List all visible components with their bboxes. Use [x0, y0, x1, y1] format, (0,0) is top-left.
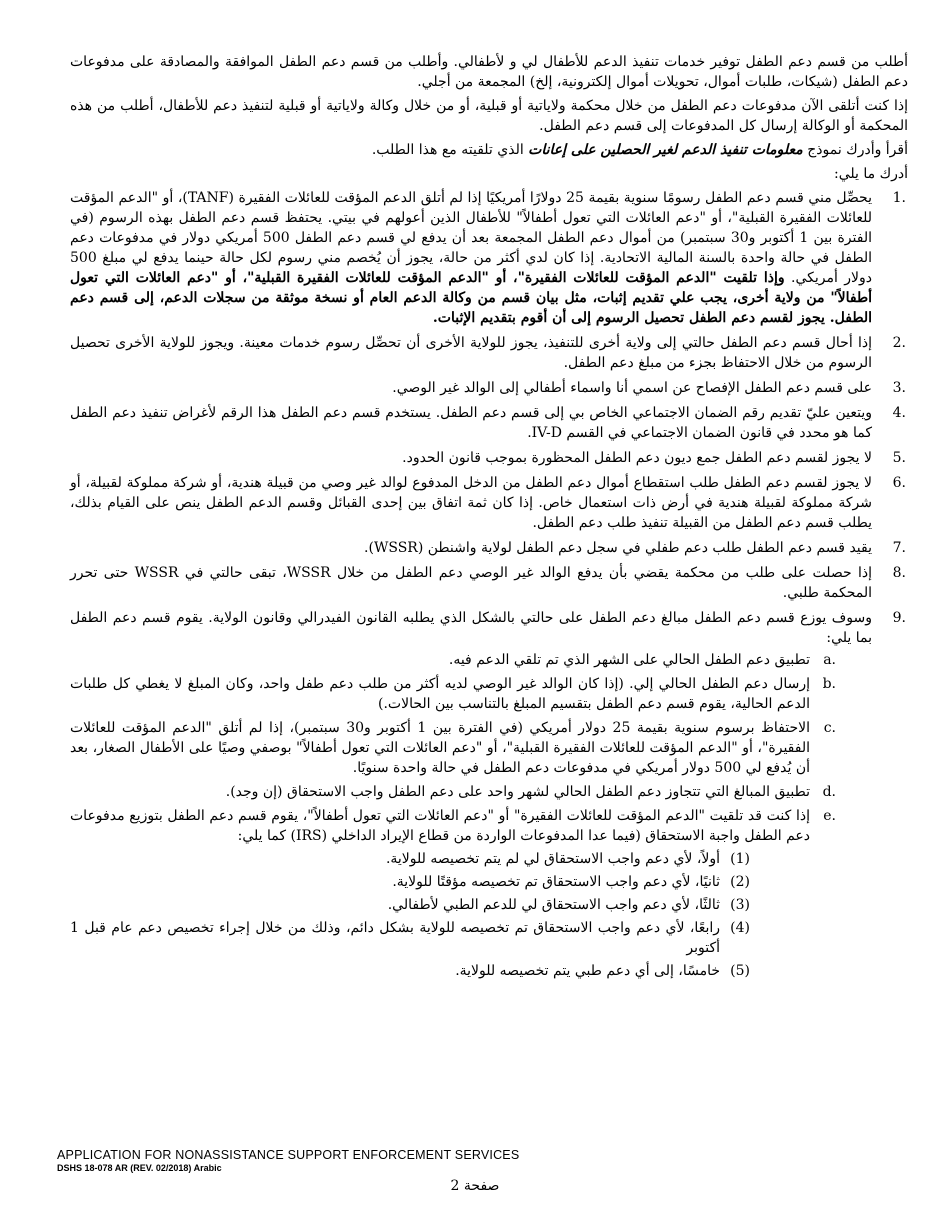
- sublist-letter: b.: [822, 676, 836, 692]
- list-item-bold-text: وإذا تلقيت "الدعم المؤقت للعائلات الفقيرة"، أو "الدعم المؤقت للعائلات الفقيرة القبلية"، أو "دعم العائلات التي تعول أطفالاً" من ولاية أخرى، يجب علي تقديم إثبات، مثل بيان قسم من وكالة الدعم العام أو نسخة موثقة من سجلات الدعم، إلى قسم دعم الطفل. يجوز لقسم دعم الطفل تحصيل الرسوم إلى أن أقوم بتقديم الإثبات.: [70, 270, 872, 326]
- sublist-item-c: [70, 718, 872, 778]
- form-title-emphasis: معلومات تنفيذ الدعم لغير الحصلين على إعانات: [528, 142, 803, 158]
- order-item-text: ثالثًا، لأي دعم واجب الاستحقاق لي للدعم الطبي لأطفالي.: [387, 897, 720, 913]
- list-item-7: [70, 538, 908, 558]
- list-item-text: إذا أحال قسم دعم الطفل حالتي إلى ولاية أخرى للتنفيذ، يجوز للولاية الأخرى أن تحصِّل رسوم خدمات معينة. ويجوز للولاية الأخرى تحصيل الرسوم من خلال الاحتفاظ بجزء من مبلغ دعم الطفل.: [70, 335, 872, 371]
- order-item-4: [70, 918, 810, 958]
- sublist-letter: e.: [823, 808, 836, 824]
- sublist-letter: d.: [822, 784, 836, 800]
- sublist-item-d: [70, 782, 872, 802]
- sublist-item-text: تطبيق المبالغ التي تتجاوز دعم الطفل الحالي لشهر واحد على دعم الطفل واجب الاستحقاق (إن وجد).: [225, 784, 810, 800]
- page-number: صفحة 2: [450, 1178, 500, 1194]
- list-item-text: لا يجوز لقسم دعم الطفل جمع ديون دعم الطفل المحظورة بموجب قانون الحدود.: [402, 450, 872, 466]
- list-item-4: [70, 403, 908, 443]
- list-item-text: على قسم دعم الطفل الإفصاح عن اسمي أنا واسماء أطفالي إلى الوالد غير الوصي.: [392, 380, 872, 396]
- list-number: 8.: [892, 565, 906, 581]
- list-item-text: إذا حصلت على طلب من محكمة يقضي بأن يدفع الوالد غير الوصي دعم الطفل من خلال WSSR، تبقى حالتي في WSSR حتى تحرر المحكمة طلبي.: [70, 565, 872, 601]
- list-item-text: ويتعين عليّ تقديم رقم الضمان الاجتماعي الخاص بي إلى قسم دعم الطفل. يستخدم قسم دعم الطفل هذا الرقم لأغراض تنفيذ دعم الطفل كما هو محدد في قانون الضمان الاجتماعي في القسم IV-D.: [70, 405, 873, 441]
- intro-paragraph-1: أطلب من قسم دعم الطفل توفير خدمات تنفيذ الدعم للأطفال لي و لأطفالي. وأطلب من قسم دعم الطفل الموافقة والمصادقة على مدفوعات دعم الطفل (شيكات، طلبات أموال، تحويلات أموال إلكترونية، إلخ) المجمعة من أجلي.: [70, 54, 908, 90]
- intro-p3-after: الذي تلقيته مع هذا الطلب.: [371, 142, 529, 158]
- list-number: 4.: [892, 405, 906, 421]
- form-title: APPLICATION FOR NONASSISTANCE SUPPORT ENFORCEMENT SERVICES: [57, 1148, 520, 1162]
- list-item-6: [70, 473, 908, 533]
- order-item-text: ثانيًا، لأي دعم واجب الاستحقاق تم تخصيصه مؤقتًا للولاية.: [392, 874, 720, 890]
- order-number: (3): [730, 897, 750, 913]
- list-item-1: [70, 188, 908, 328]
- order-item-3: [70, 895, 810, 915]
- list-item-text: يقيد قسم دعم الطفل طلب دعم طفلي في سجل دعم الطفل لولاية واشنطن (WSSR).: [364, 540, 872, 556]
- order-number: (4): [730, 920, 750, 936]
- list-number: 7.: [892, 540, 906, 556]
- sublist-letter: c.: [823, 720, 836, 736]
- list-number: 9.: [892, 610, 906, 626]
- arrears-order-list: [70, 849, 810, 981]
- list-number: 5.: [892, 450, 906, 466]
- list-item-3: [70, 378, 908, 398]
- intro-paragraph-2: إذا كنت أتلقى الآن مدفوعات دعم الطفل من خلال محكمة ولاياتية أو قبلية، أو من خلال وكالة ولاياتية أو قبلية لتنفيذ دعم للأطفال، أطلب من هذه المحكمة أو الوكالة إرسال كل المدفوعات إلى قسم دعم الطفل.: [70, 98, 908, 134]
- list-number: 2.: [892, 335, 906, 351]
- sublist-item-a: [70, 650, 872, 670]
- sublist-item-b: [70, 674, 872, 714]
- sublist-item-text: إذا كنت قد تلقيت "الدعم المؤقت للعائلات الفقيرة" أو "دعم العائلات التي تعول أطفالاً"، يقوم قسم دعم الطفل بتوزيع مدفوعات دعم الطفل واجبة الاستحقاق (فيما عدا المدفوعات الواردة من قطاع الإيراد الداخلي (IRS) كما يلي:: [70, 808, 810, 844]
- order-item-5: [70, 961, 810, 981]
- list-item-5: [70, 448, 908, 468]
- sublist-item-text: الاحتفاظ برسوم سنوية بقيمة 25 دولار أمريكي (في الفترة بين 1 أكتوبر و30 سبتمبر)، إذا لم أتلق "الدعم المؤقت للعائلات الفقيرة"، أو "الدعم المؤقت للعائلات الفقيرة القبلية"، أو "دعم العائلات التي تعول أطفالاً" بوصفي وصيًا على الأطفال الصغار، بعد أن يُدفع لي 500 دولار أمريكي في مدفوعات دعم الطفل في حالة واحدة سنويًا.: [70, 720, 811, 776]
- form-code: DSHS 18-078 AR (REV. 02/2018) Arabic: [57, 1163, 222, 1173]
- intro-paragraph-4: أدرك ما يلي:: [833, 166, 908, 182]
- order-number: (2): [730, 874, 750, 890]
- list-number: 1.: [892, 190, 906, 206]
- intro-p3-before: أقرأ وأدرك نموذج: [802, 142, 908, 158]
- list-item-9: [70, 608, 908, 981]
- list-item-text: لا يجوز لقسم دعم الطفل طلب استقطاع أموال دعم الطفل من الدخل المدفوع لوالد غير وصي من قبيلة هندية، أو شركة مملوكة لقبيلة، أو شركة مملوكة لقبيلة هندية في أرض ذات استعمال خاص. إذا كان ثمة اتفاق بين إحدى القبائل وقسم الدعم الطفل ينص على القيام بذلك، يطلب قسم دعم الطفل من القبيلة تنفيذ طلب دعم الطفل.: [70, 475, 873, 531]
- intro-paragraph-3: [70, 140, 908, 160]
- distribution-sublist: [70, 650, 872, 981]
- acknowledgement-list: [70, 188, 908, 981]
- list-item-8: [70, 563, 908, 603]
- order-item-2: [70, 872, 810, 892]
- sublist-item-e: [70, 806, 872, 981]
- order-item-1: [70, 849, 810, 869]
- order-number: (5): [730, 963, 750, 979]
- list-number: 3.: [892, 380, 906, 396]
- order-item-text: خامسًا، إلى أي دعم طبي يتم تخصيصه للولاية.: [455, 963, 720, 979]
- order-number: (1): [730, 851, 750, 867]
- form-footer: [57, 1148, 657, 1173]
- list-item-2: [70, 333, 908, 373]
- list-item-text: وسوف يوزع قسم دعم الطفل مبالغ دعم الطفل على حالتي بالشكل الذي يطلبه القانون الفيدرالي وقانون الولاية. يقوم قسم دعم الطفل بما يلي:: [70, 610, 872, 646]
- sublist-item-text: تطبيق دعم الطفل الحالي على الشهر الذي تم تلقي الدعم فيه.: [448, 652, 810, 668]
- sublist-letter: a.: [823, 652, 836, 668]
- list-number: 6.: [892, 475, 906, 491]
- order-item-text: أولاً، لأي دعم واجب الاستحقاق لي لم يتم تخصيصه للولاية.: [385, 851, 720, 867]
- document-body: [70, 52, 908, 986]
- sublist-item-text: إرسال دعم الطفل الحالي إلي. (إذا كان الوالد غير الوصي لديه أكثر من طلب دعم طفل واحد، وكان المبلغ لا يغطي كل طلبات الدعم الحالية، يقوم قسم دعم الطفل بتقسيم المبلغ بالتناسب بين الحالات.): [70, 676, 810, 712]
- list-item-text: يحصِّل مني قسم دعم الطفل رسومًا سنوية بقيمة 25 دولارًا أمريكيًا إذا لم أتلق الدعم المؤقت للعائلات الفقيرة (TANF)، أو "الدعم المؤقت للعائلات الفقيرة القبلية"، أو "دعم العائلات التي تعول أطفالاً" للأطفال الذين أعولهم في بيتي. يحتفظ قسم دعم الطفل بهذه الرسوم (في الفترة بين 1 أكتوبر و30 سبتمبر) من أموال دعم الطفل المجمعة بعد أن يدفع لي قسم دعم الطفل 500 أمريكي دولار في مدفوعات دعم الطفل في حالة واحدة بالسنة المالية الاتحادية. إذا كان لدي أكثر من حالة، يجوز أن يُخصم مني رسوم لكل حالة حينما يدفع لي مبلغ 500 دولار أمريكي.: [70, 190, 872, 286]
- order-item-text: رابعًا، لأي دعم واجب الاستحقاق تم تخصيصه للولاية بشكل دائم، وذلك من خلال إجراء تخصيص دعم عام قبل 1 أكتوبر: [70, 920, 720, 956]
